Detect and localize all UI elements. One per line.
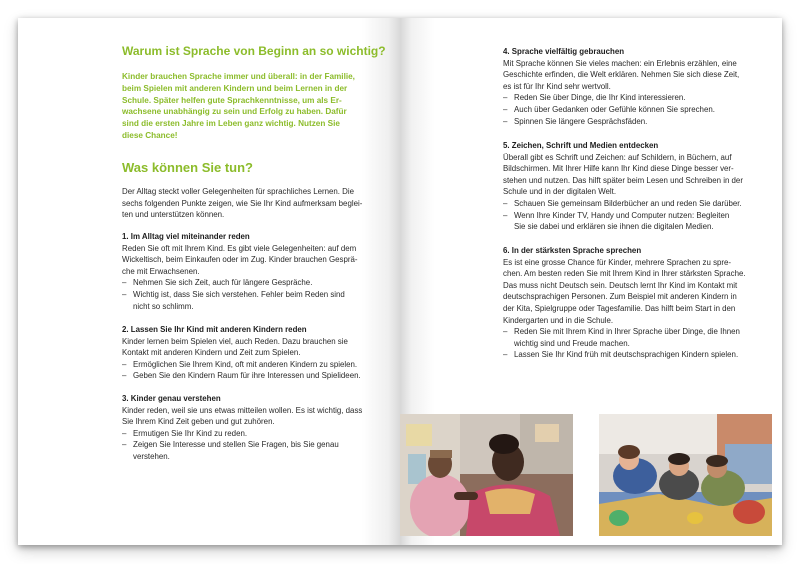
section-title: 6. In der stärksten Sprache sprechen (503, 246, 642, 255)
section-text-line: Sie Ihrem Kind Zeit geben und gut zuhören. (122, 417, 275, 427)
bullet-list (503, 198, 765, 233)
bullet-item (503, 326, 765, 349)
dash-bullet-icon: – (122, 278, 127, 288)
dash-bullet-icon: – (122, 289, 127, 299)
section-text-line: Überall gibt es Schrift und Zeichen: auf Schildern, in Büchern, auf (503, 152, 732, 162)
section-text-line: che mit Erwachsenen. (122, 266, 200, 276)
bullet-item (503, 92, 765, 104)
section-5 (503, 140, 765, 233)
section-text-line: Kontakt mit anderen Kindern und Zeit zum Spielen. (122, 348, 301, 358)
section-text-line: chen. Am besten reden Sie mit Ihrem Kind in Ihrer stärksten Sprache. (503, 269, 746, 279)
bullet-item (503, 104, 765, 116)
bullet-item (122, 439, 392, 462)
intro-line: beim Spielen mit anderen Kindern und beim Lernen in der (122, 83, 348, 93)
right-page (400, 18, 782, 545)
section-3 (122, 393, 392, 463)
bullet-text-line: verstehen. (133, 451, 170, 461)
bullet-text-line: Nehmen Sie sich Zeit, auch für längere Gespräche. (133, 278, 313, 288)
bullet-item (503, 349, 765, 361)
bullet-item (122, 370, 392, 382)
bullet-text-line: Ermutigen Sie Ihr Kind zu reden. (133, 428, 248, 438)
bullet-list (122, 277, 392, 312)
bullet-text-line: Ermöglichen Sie Ihrem Kind, oft mit anderen Kindern zu spielen. (133, 359, 358, 369)
lead-line: Der Alltag steckt voller Gelegenheiten für sprachliches Lernen. Die (122, 187, 355, 196)
section-1 (122, 231, 392, 312)
bullet-item (503, 198, 765, 210)
section-text-line: Kinder reden, weil sie uns etwas mitteilen wollen. Es ist wichtig, dass (122, 405, 363, 415)
intro-line: Kinder brauchen Sprache immer und überall: in der Familie, (122, 72, 355, 81)
bullet-text-line: Spinnen Sie längere Gesprächsfäden. (514, 116, 648, 126)
intro-line: diese Chance! (122, 130, 178, 140)
brochure-spread (18, 18, 782, 545)
dash-bullet-icon: – (122, 371, 127, 381)
dash-bullet-icon: – (122, 428, 127, 438)
section-title: 4. Sprache vielfältig gebrauchen (503, 47, 625, 56)
bullet-text-line: Auch über Gedanken oder Gefühle können Sie sprechen. (514, 104, 715, 114)
intro-line: wachsene unabhängig zu sein und Erfolg zu haben. Dafür (122, 107, 347, 117)
section-text-line: Kinder lernen beim Spielen viel, auch Reden. Dazu brauchen sie (122, 336, 348, 346)
section-text-line: Mit Sprache können Sie vieles machen: ein Erlebnis erzählen, eine (503, 58, 737, 68)
dash-bullet-icon: – (503, 116, 508, 126)
section-text-line: Wickeltisch, beim Einkaufen oder im Zug. Kinder brauchen Gesprä- (122, 255, 358, 265)
bullet-item (122, 428, 392, 440)
intro-paragraph (122, 71, 392, 142)
dash-bullet-icon: – (122, 359, 127, 369)
section-text-line: deutschsprachigen Personen. Zum Beispiel mit anderen Kindern in (503, 292, 737, 302)
photo-mother-and-child (400, 414, 573, 536)
dash-bullet-icon: – (503, 350, 508, 360)
bullet-item (503, 210, 765, 233)
bullet-text-line: Wenn Ihre Kinder TV, Handy und Computer nutzen: Begleiten (514, 210, 730, 220)
bullet-item (122, 277, 392, 289)
section-text-line: es ist für Ihr Kind sehr wertvoll. (503, 81, 611, 91)
bullet-text-line: Sie sie dabei und erklären sie ihnen die digitalen Medien. (514, 222, 714, 232)
bullet-item (122, 289, 392, 312)
section-text-line: der Kita, Spielgruppe oder Tagesfamilie. Das hilft beim Start in den (503, 303, 736, 313)
section-text-line: stehen und nutzen. Das hilft später beim Lesen und Schreiben in der (503, 175, 743, 185)
bullet-text-line: Schauen Sie gemeinsam Bilderbücher an und reden Sie darüber. (514, 198, 742, 208)
lead-line: sechs folgenden Punkte zeigen, wie Sie Ihr Kind aufmerksam beglei- (122, 198, 363, 208)
photo-children-playing (599, 414, 772, 536)
bullet-list (503, 92, 765, 127)
lead-paragraph (122, 186, 392, 221)
left-page (18, 18, 400, 545)
section-6 (503, 245, 765, 361)
section-title: 3. Kinder genau verstehen (122, 394, 221, 403)
bullet-list (503, 326, 765, 361)
bullet-text-line: wichtig sind und Freude machen. (514, 338, 630, 348)
section-text-line: Reden Sie oft mit Ihrem Kind. Es gibt viele Gelegenheiten: auf dem (122, 243, 357, 253)
bullet-text-line: Reden Sie mit Ihrem Kind in Ihrer Sprache über Dinge, die Ihnen (514, 327, 740, 337)
dash-bullet-icon: – (122, 440, 127, 450)
bullet-text-line: Zeigen Sie Interesse und stellen Sie Fragen, bis Sie genau (133, 440, 339, 450)
bullet-text-line: Geben Sie den Kindern Raum für ihre Interessen und Spielideen. (133, 371, 361, 381)
bullet-text-line: Reden Sie über Dinge, die Ihr Kind interessieren. (514, 93, 686, 103)
bullet-text-line: Wichtig ist, dass Sie sich verstehen. Fehler beim Reden sind (133, 289, 345, 299)
section-title: 2. Lassen Sie Ihr Kind mit anderen Kindern reden (122, 325, 307, 334)
intro-line: Schule. Später helfen gute Sprachkenntnisse, um als Er- (122, 95, 342, 105)
dash-bullet-icon: – (503, 93, 508, 103)
bullet-text-line: nicht so schlimm. (133, 301, 194, 311)
bullet-list (122, 359, 392, 382)
heading-why-language: Warum ist Sprache von Beginn an so wichtig? (122, 44, 386, 58)
bullet-item (503, 116, 765, 128)
bullet-item (122, 359, 392, 371)
dash-bullet-icon: – (503, 327, 508, 337)
dash-bullet-icon: – (503, 198, 508, 208)
section-title: 5. Zeichen, Schrift und Medien entdecken (503, 141, 659, 150)
section-2 (122, 324, 392, 382)
heading-what-can-you-do: Was können Sie tun? (122, 160, 253, 175)
dash-bullet-icon: – (503, 104, 508, 114)
dash-bullet-icon: – (503, 210, 508, 220)
bullet-list (122, 428, 392, 463)
section-text-line: Geschichte erfinden, die Welt erklären. Nehmen Sie sich diese Zeit, (503, 70, 740, 80)
section-text-line: Kindergarten und in die Schule. (503, 315, 614, 325)
section-text-line: Bildschirmen. Mit Ihrer Hilfe kann Ihr Kind diese Dinge besser ver- (503, 164, 734, 174)
bullet-text-line: Lassen Sie Ihr Kind früh mit deutschsprachigen Kindern spielen. (514, 350, 739, 360)
intro-line: sind die ersten Jahre im Leben ganz wichtig. Nutzen Sie (122, 119, 340, 129)
section-4 (503, 46, 765, 127)
section-text-line: Das muss nicht Deutsch sein. Deutsch lernt Ihr Kind im Kontakt mit (503, 280, 738, 290)
section-title: 1. Im Alltag viel miteinander reden (122, 232, 250, 241)
section-text-line: Es ist eine grosse Chance für Kinder, mehrere Sprachen zu spre- (503, 257, 732, 267)
lead-line: ten und unterstützen können. (122, 210, 225, 220)
section-text-line: Schule und in der digitalen Welt. (503, 187, 617, 197)
